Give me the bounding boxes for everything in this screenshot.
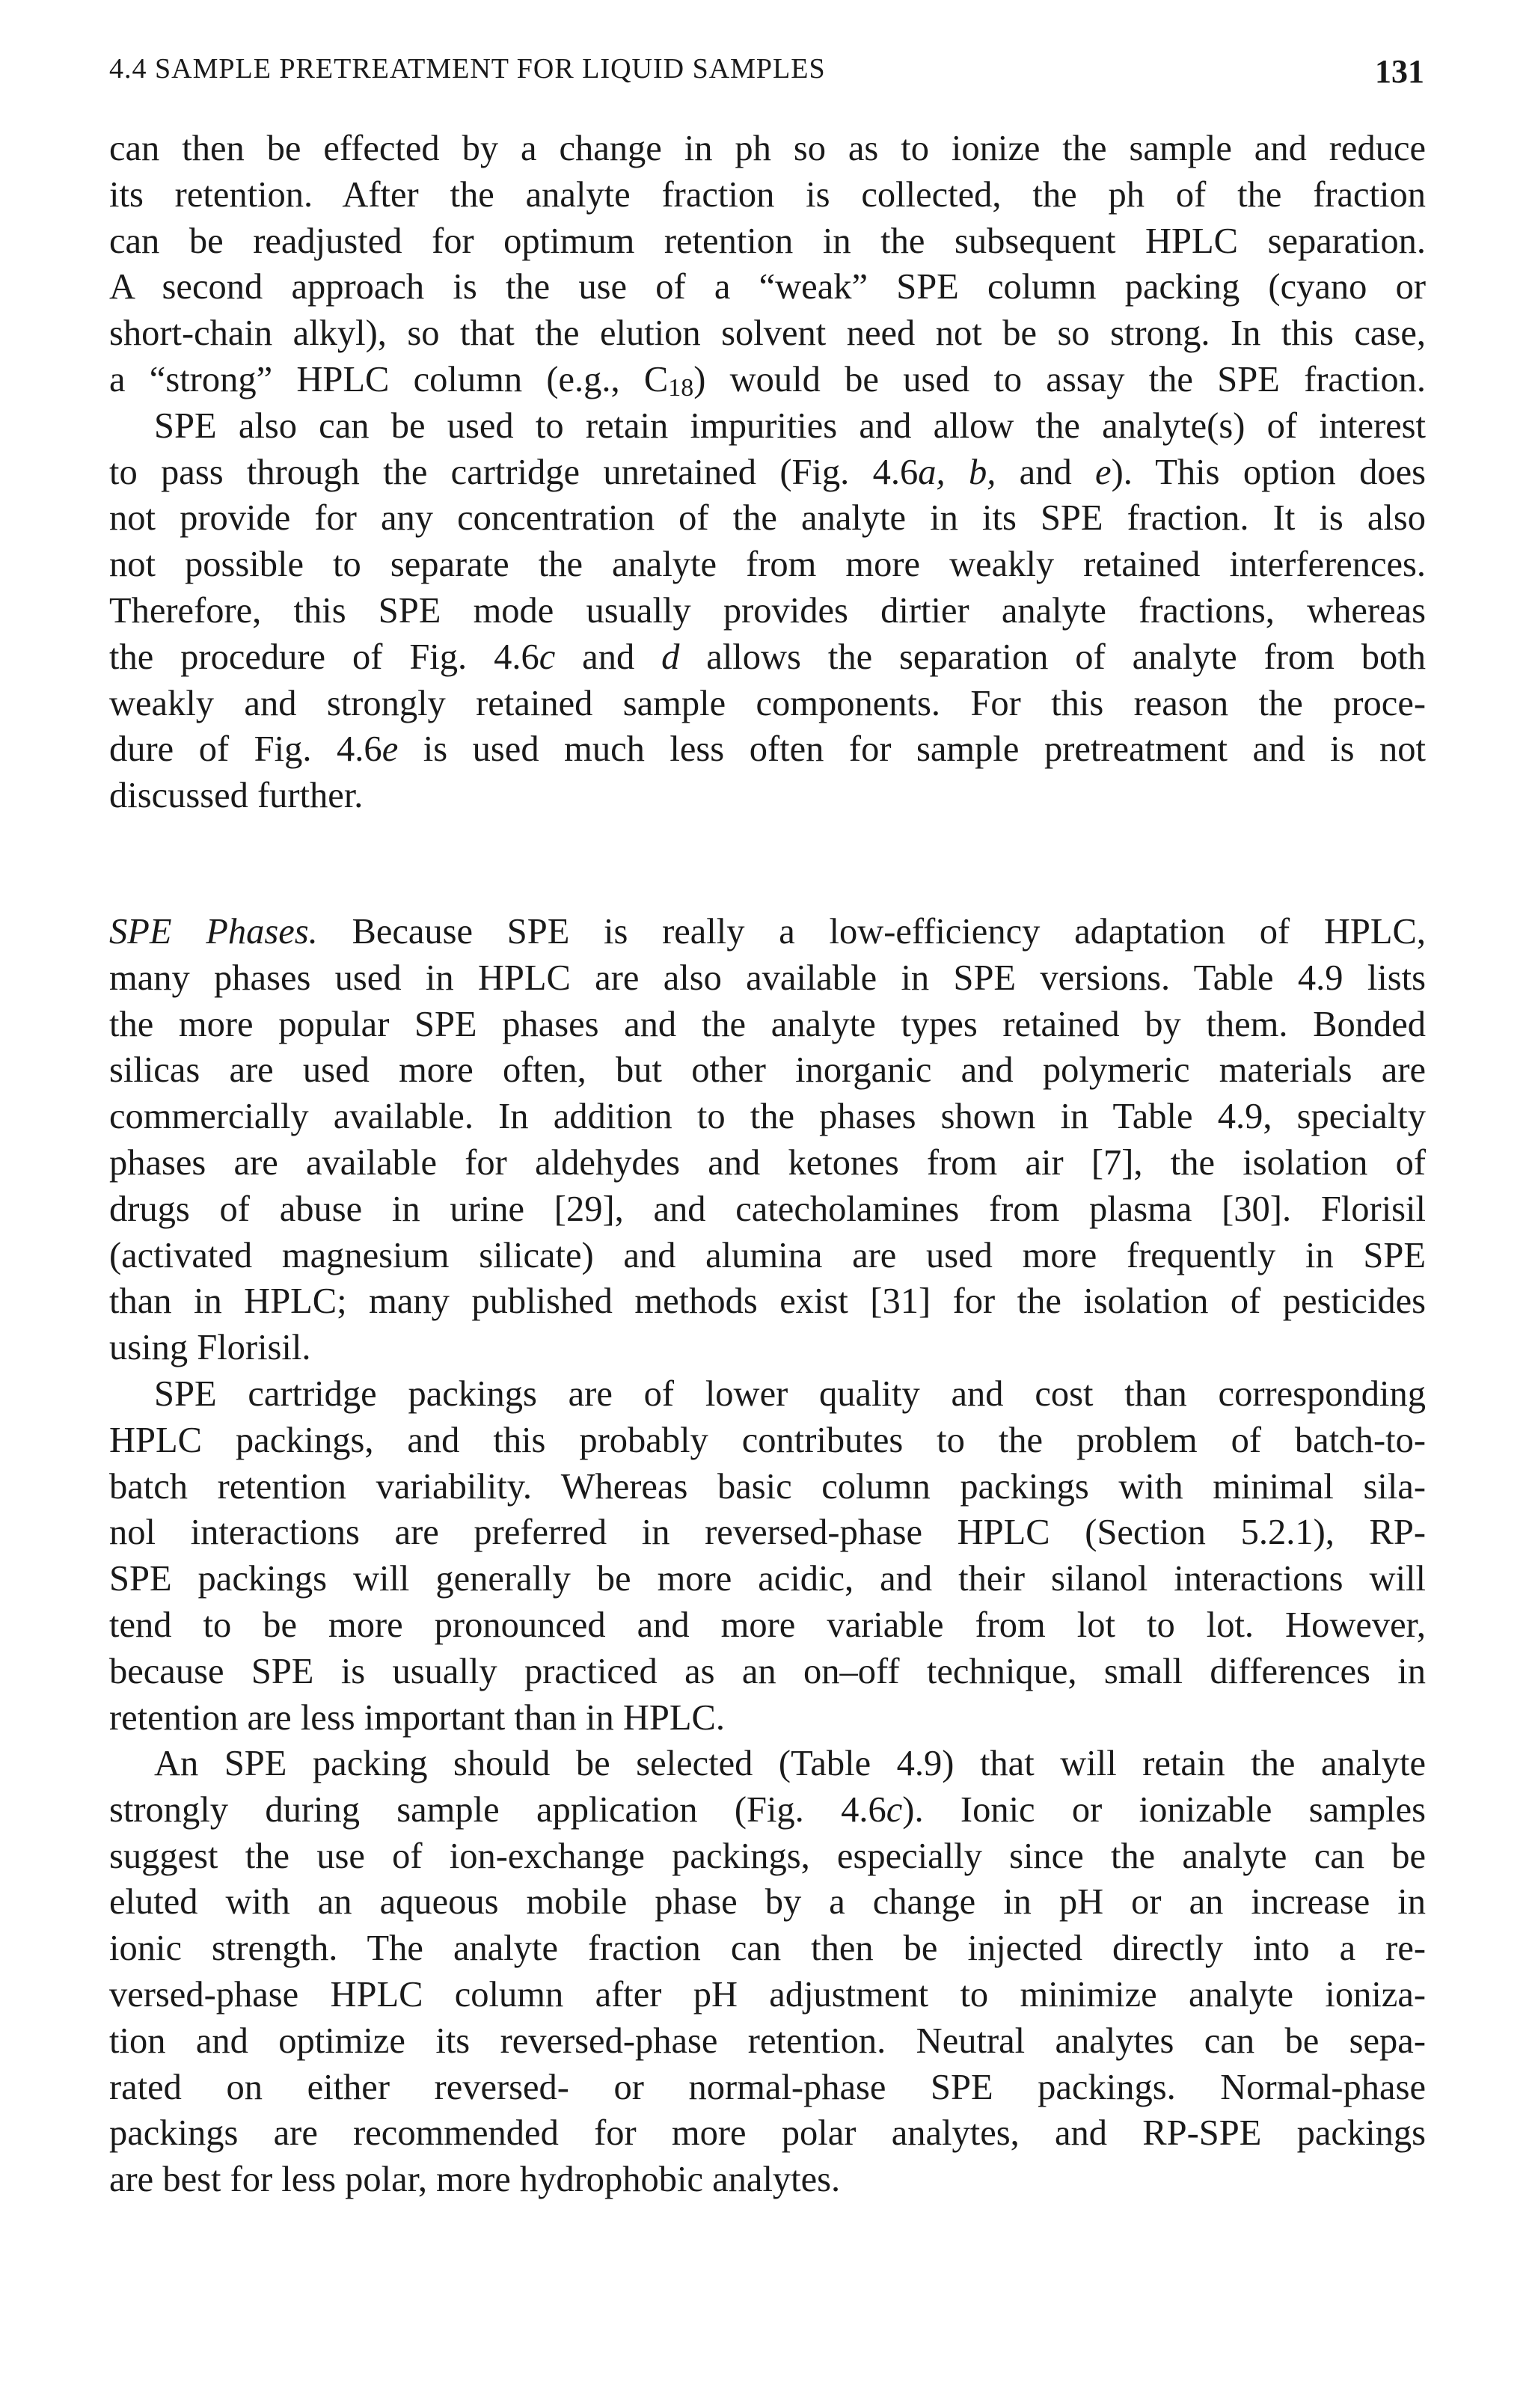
text-run: the procedure of Fig. 4.6 xyxy=(109,637,539,677)
text-line xyxy=(109,1787,1426,1833)
italic-run: e xyxy=(1095,452,1112,492)
text-line: SPE packings will generally be more acidic, and their silanol interactions will xyxy=(109,1559,1426,1599)
text-line xyxy=(109,357,1426,403)
paragraph-2 xyxy=(109,403,1426,819)
text-line: than in HPLC; many published methods exist [31] for the isolation of pesticides xyxy=(109,1281,1426,1322)
paragraph-4 xyxy=(109,1371,1426,1741)
text-run: ) would be used to assay the SPE fraction. xyxy=(693,359,1427,399)
text-line: batch retention variability. Whereas basic column packings with minimal sila- xyxy=(109,1466,1426,1507)
text-line: HPLC packings, and this probably contributes to the problem of batch-to- xyxy=(109,1420,1426,1460)
paragraph-5 xyxy=(109,1741,1426,2203)
text-line: SPE also can be used to retain impurities and allow the analyte(s) of interest xyxy=(154,405,1426,446)
text-run: and xyxy=(555,637,662,677)
paragraph-1 xyxy=(109,126,1426,403)
text-run: strongly during sample application (Fig. 4.6 xyxy=(109,1789,886,1830)
text-line: its retention. After the analyte fraction is collected, the ph of the fraction xyxy=(109,174,1426,215)
text-line: can then be effected by a change in ph so as to ionize the sample and reduce xyxy=(109,129,1426,168)
text-line: drugs of abuse in urine [29], and catecholamines from plasma [30]. Florisil xyxy=(109,1189,1426,1229)
text-line: commercially available. In addition to the phases shown in Table 4.9, specialty xyxy=(109,1097,1426,1137)
text-run: dure of Fig. 4.6 xyxy=(109,729,382,770)
italic-run: c xyxy=(539,637,556,677)
text-line: Therefore, this SPE mode usually provides dirtier analyte fractions, whereas xyxy=(109,590,1426,631)
text-line xyxy=(109,634,1426,681)
text-line: are best for less polar, more hydrophobic analytes. xyxy=(109,2160,841,2200)
text-line: can be readjusted for optimum retention in the subsequent HPLC separation. xyxy=(109,221,1426,261)
text-run: ). Ionic or ionizable samples xyxy=(902,1789,1426,1830)
text-line: eluted with an aqueous mobile phase by a change in pH or an increase in xyxy=(109,1882,1426,1923)
text-run: a “strong” HPLC column (e.g., C xyxy=(109,359,669,399)
italic-run: e xyxy=(382,729,399,770)
text-line: because SPE is usually practiced as an on–off technique, small differences in xyxy=(109,1651,1426,1691)
text-line: not provide for any concentration of the analyte in its SPE fraction. It is also xyxy=(109,498,1426,539)
text-line: nol interactions are preferred in reversed-phase HPLC (Section 5.2.1), RP- xyxy=(109,1513,1426,1553)
text-line: retention are less important than in HPLC. xyxy=(109,1697,725,1738)
text-run: ). This option does xyxy=(1111,452,1427,492)
text-line xyxy=(109,726,1426,773)
text-line: many phases used in HPLC are also available in SPE versions. Table 4.9 lists xyxy=(109,958,1426,998)
text-line xyxy=(109,450,1426,496)
italic-run: d xyxy=(661,637,680,677)
text-line: phases are available for aldehydes and ketones from air [7], the isolation of xyxy=(109,1142,1426,1183)
text-line: not possible to separate the analyte from more weakly retained interferences. xyxy=(109,545,1426,585)
run-in-heading: SPE Phases. xyxy=(109,912,318,952)
text-run: to pass through the cartridge unretained (Fig. 4.6 xyxy=(109,452,919,492)
text-line: weakly and strongly retained sample components. For this reason the proce- xyxy=(109,683,1426,723)
text-line: using Florisil. xyxy=(109,1328,311,1368)
text-line: A second approach is the use of a “weak” SPE column packing (cyano or xyxy=(109,267,1426,307)
italic-run: a, b, xyxy=(918,452,996,492)
text-line: suggest the use of ion-exchange packings, especially since the analyte can be xyxy=(109,1836,1426,1876)
text-line: discussed further. xyxy=(109,776,364,816)
text-line: tend to be more pronounced and more variable from lot to lot. However, xyxy=(109,1605,1426,1645)
text-line: rated on either reversed- or normal-phase SPE packings. Normal-phase xyxy=(109,2067,1426,2107)
paragraph-spe-phases xyxy=(109,909,1426,1371)
text-line: An SPE packing should be selected (Table 4.9) that will retain the analyte xyxy=(154,1744,1426,1783)
text-line: the more popular SPE phases and the analyte types retained by them. Bonded xyxy=(109,1004,1426,1044)
page-number: 131 xyxy=(1375,53,1424,90)
subscript: 18 xyxy=(668,374,694,402)
text-run: Because SPE is really a low-efficiency adaptation of HPLC, xyxy=(317,912,1426,952)
text-run: allows the separation of analyte from both xyxy=(679,637,1426,677)
italic-run: c xyxy=(886,1789,903,1830)
text-line: (activated magnesium silicate) and alumina are used more frequently in SPE xyxy=(109,1235,1426,1275)
text-line xyxy=(109,909,1426,955)
text-line: tion and optimize its reversed-phase retention. Neutral analytes can be sepa- xyxy=(109,2021,1426,2061)
section-title: 4.4 SAMPLE PRETREATMENT FOR LIQUID SAMPLES xyxy=(109,53,826,85)
text-line: silicas are used more often, but other inorganic and polymeric materials are xyxy=(109,1050,1426,1091)
text-line: SPE cartridge packings are of lower quality and cost than corresponding xyxy=(154,1374,1426,1414)
text-run: and xyxy=(996,452,1096,492)
text-line: versed-phase HPLC column after pH adjustment to minimize analyte ioniza- xyxy=(109,1974,1426,2015)
text-line: packings are recommended for more polar analytes, and RP-SPE packings xyxy=(109,2113,1426,2154)
text-line: ionic strength. The analyte fraction can then be injected directly into a re- xyxy=(109,1928,1426,1969)
running-header xyxy=(109,52,1424,97)
text-run: is used much less often for sample pretreatment and is not xyxy=(398,729,1426,770)
text-line: short-chain alkyl), so that the elution solvent need not be so strong. In this case, xyxy=(109,313,1426,354)
